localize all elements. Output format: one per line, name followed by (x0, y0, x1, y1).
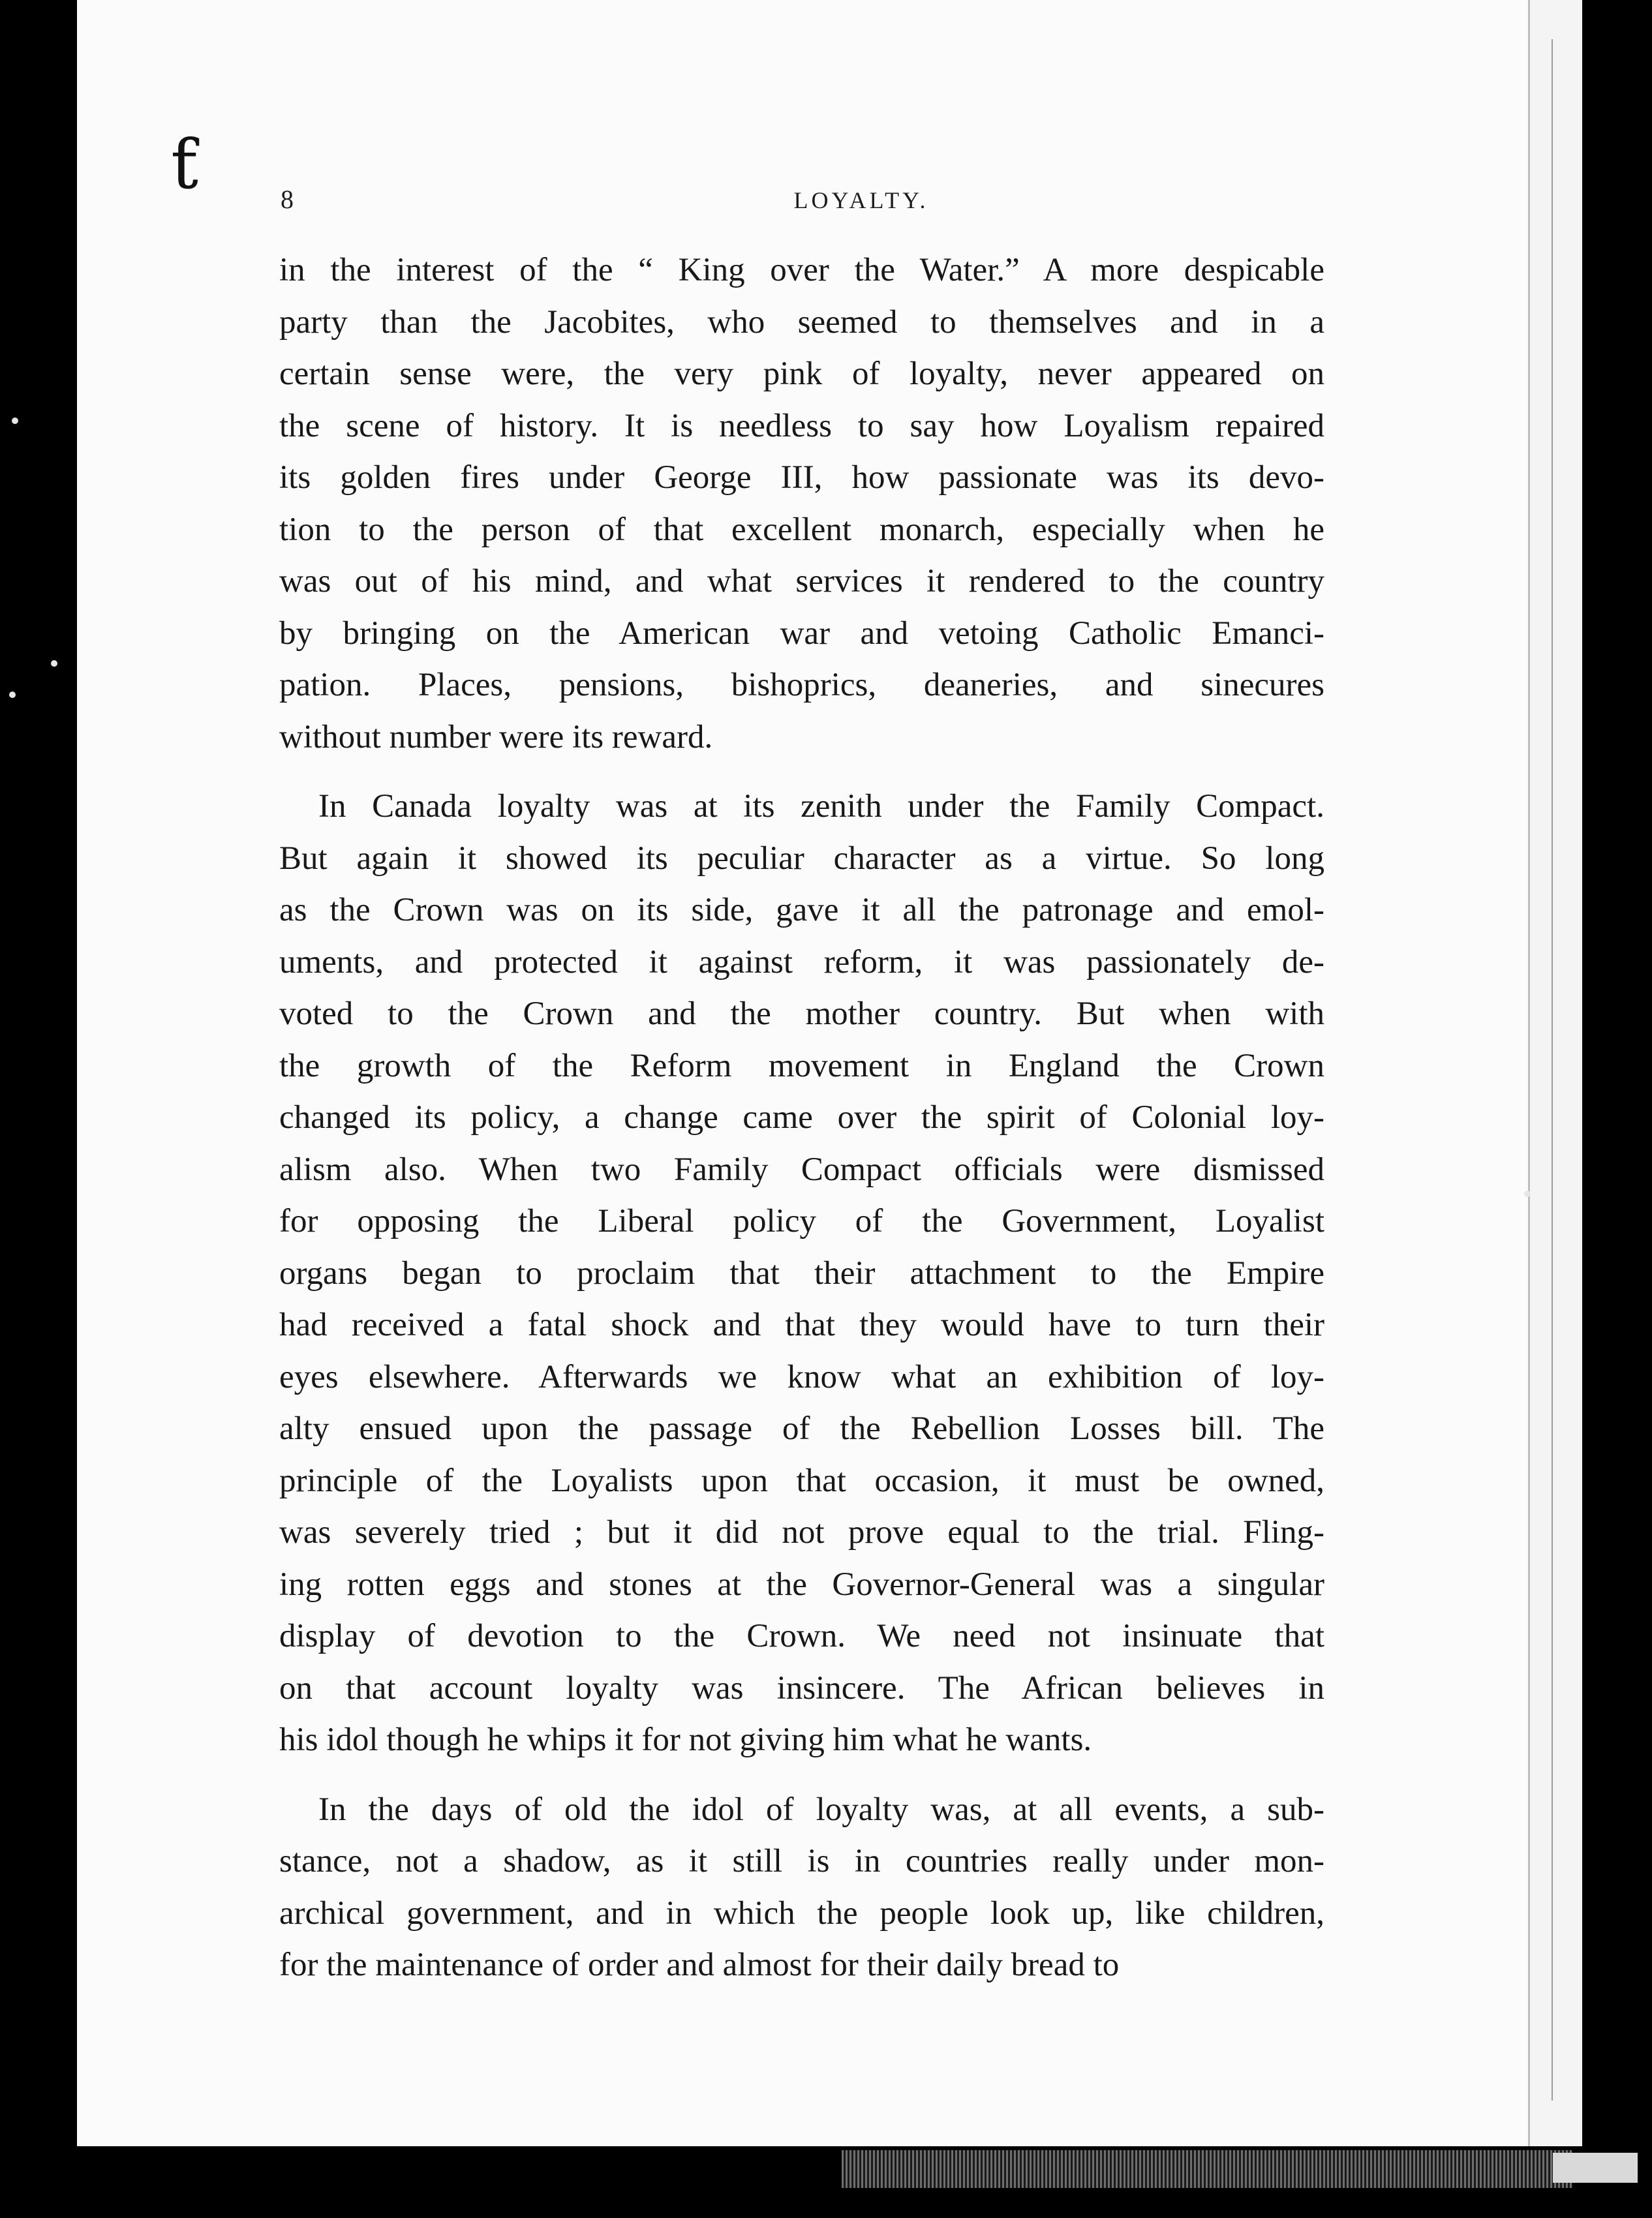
facing-page-edge (1528, 0, 1582, 2146)
text-line: had received a fatal shock and that they would have to turn their (279, 1307, 1324, 1343)
text-line: was out of his mind, and what services it rendered to the country (279, 563, 1324, 600)
text-line: changed its policy, a change came over the spirit of Colonial loy- (279, 1099, 1324, 1136)
text-line: eyes elsewhere. Afterwards we know what an exhibition of loy- (279, 1358, 1324, 1395)
paragraph (279, 1784, 1324, 1992)
text-line: the scene of history. It is needless to say how Loyalism repaired (279, 407, 1324, 444)
scan-speck (9, 691, 16, 698)
scan-speck (1524, 1191, 1531, 1197)
scan-speck (12, 418, 18, 424)
text-line: stance, not a shadow, as it still is in countries really under mon- (279, 1843, 1324, 1879)
scan-edge-strip (842, 2150, 1572, 2188)
text-line: archical government, and in which the people look up, like children, (279, 1894, 1324, 1932)
text-line: for the maintenance of order and almost for their daily bread to (279, 1947, 1120, 1983)
text-line: voted to the Crown and the mother country. But when with (279, 995, 1324, 1032)
text-line: in the interest of the “ King over the Water.” A more despicable (279, 252, 1324, 288)
paragraph (279, 245, 1324, 763)
text-line: uments, and protected it against reform, it was passionately de- (279, 943, 1324, 980)
text-line: display of devotion to the Crown. We need not insinuate that (279, 1618, 1324, 1654)
running-head (281, 184, 1324, 223)
text-line: his idol though he whips it for not giving him what he wants. (279, 1722, 1092, 1758)
text-line: the growth of the Reform movement in England the Crown (279, 1047, 1324, 1084)
running-title: LOYALTY. (793, 187, 929, 213)
text-line: But again it showed its peculiar character as a virtue. So long (279, 840, 1324, 877)
text-line: party than the Jacobites, who seemed to themselves and in a (279, 303, 1324, 341)
text-line: for opposing the Liberal policy of the Government, Loyalist (279, 1203, 1324, 1239)
paragraph (279, 781, 1324, 1767)
text-line: In the days of old the idol of loyalty was, at all events, a sub- (318, 1791, 1324, 1828)
text-line: ing rotten eggs and stones at the Governor-General was a singular (279, 1566, 1324, 1603)
margin-pencil-mark: ƭ (171, 125, 198, 204)
text-line: as the Crown was on its side, gave it all the patronage and emol- (279, 892, 1324, 928)
text-line: its golden fires under George III, how passionate was its devo- (279, 459, 1324, 496)
text-line: organs began to proclaim that their attachment to the Empire (279, 1254, 1324, 1292)
page-fold-line (1552, 39, 1553, 2101)
text-line: by bringing on the American war and vetoing Catholic Emanci- (279, 615, 1324, 652)
scan-edge-light-patch (1553, 2153, 1638, 2183)
text-line: In Canada loyalty was at its zenith under the Family Compact. (318, 788, 1324, 825)
text-line: on that account loyalty was insincere. The African believes in (279, 1669, 1324, 1707)
text-line: principle of the Loyalists upon that occasion, it must be owned, (279, 1462, 1324, 1499)
text-line: pation. Places, pensions, bishoprics, deaneries, and sinecures (279, 667, 1324, 703)
text-line: without number were its reward. (279, 718, 713, 755)
text-line: certain sense were, the very pink of loyalty, never appeared on (279, 356, 1324, 392)
scan-speck (51, 660, 57, 667)
page-number: 8 (281, 185, 294, 214)
text-line: alism also. When two Family Compact officials were dismissed (279, 1151, 1324, 1188)
text-line: was severely tried ; but it did not prove equal to the trial. Fling- (279, 1514, 1324, 1551)
body-text (279, 245, 1324, 1992)
text-line: alty ensued upon the passage of the Rebellion Losses bill. The (279, 1410, 1324, 1447)
text-line: tion to the person of that excellent monarch, especially when he (279, 511, 1324, 548)
